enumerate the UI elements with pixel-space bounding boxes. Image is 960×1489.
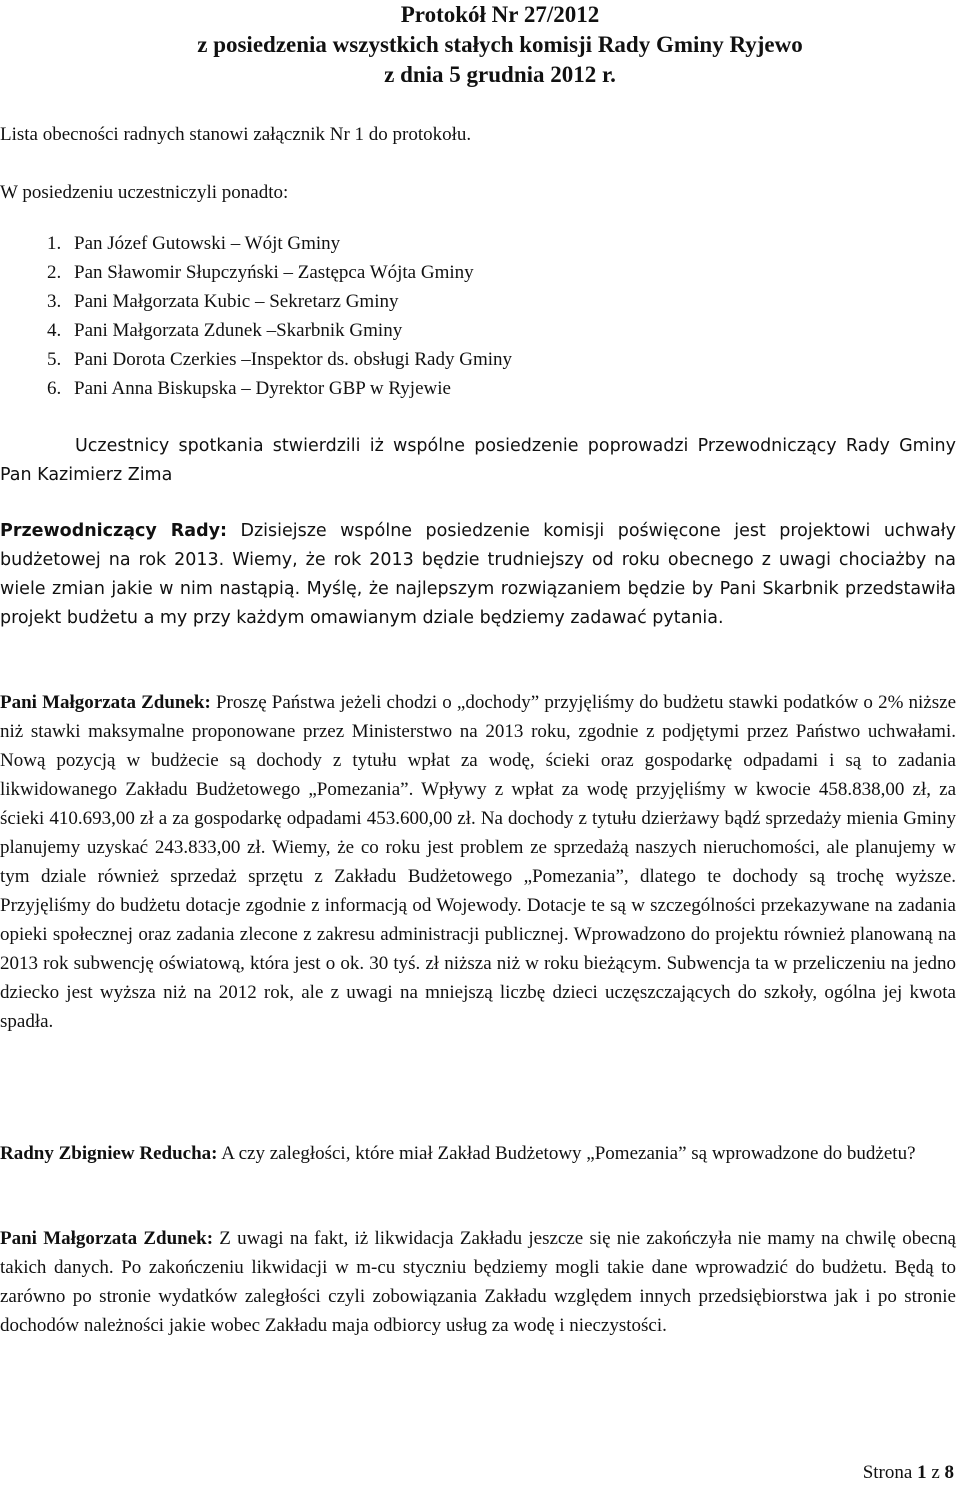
page-separator: z	[931, 1462, 940, 1483]
speech-text: Dzisiejsze wspólne posiedzenie komisji poświęcone jest projektowi uchwały budżetowej na rok 2013.	[0, 521, 956, 570]
speaker-name: Pani Małgorzata Zdunek:	[0, 1228, 214, 1249]
document-title	[0, 0, 960, 90]
list-item: 1. Pan Józef Gutowski – Wójt Gminy	[66, 229, 512, 258]
list-item: 5. Pani Dorota Czerkies –Inspektor ds. obsługi Rady Gminy	[66, 345, 512, 374]
title-line-1: Protokół Nr 27/2012	[400, 2, 600, 27]
speaker-name: Przewodniczący Rady:	[0, 521, 228, 541]
speaker-name: Radny Zbigniew Reducha:	[0, 1143, 218, 1164]
list-item: 3. Pani Małgorzata Kubic – Sekretarz Gminy	[66, 287, 512, 316]
paragraph-chairman-intro: Uczestnicy spotkania stwierdzili iż wspólne posiedzenie poprowadzi Przewodniczący Rady Gminy Pan Kazimierz Zima	[0, 436, 956, 485]
page-number	[863, 1462, 954, 1484]
paragraph-chairman	[0, 517, 956, 633]
paragraph-councillor	[0, 1139, 956, 1168]
participants-label: W posiedzeniu uczestniczyli ponadto:	[0, 182, 289, 203]
speech-text: Z uwagi na fakt, iż likwidacja Zakładu jeszcze się nie zakończyła nie mamy na chwilę obecną takich danych. Po zakończeniu likwidacji w m-cu styczniu będziemy mogli takie dane wprowadzić do budżetu. Będą to zarówno po stronie wydatków zaległości czyli zobowiązania Zakładu względem innych przedsiębiorstwa jak i po stronie dochodów należności jakie wobec Zakładu maja odbiorcy usług za wodę i nieczystości.	[0, 1228, 956, 1336]
paragraph-treasurer-answer	[0, 1224, 956, 1340]
title-line-3: z dnia 5 grudnia 2012 r.	[384, 62, 616, 87]
speech-text-continued: Wiemy, że rok 2013 będzie trudniejszy od roku obecnego z uwagi chociażby na wiele zmian jakie w nim nastąpią. Myślę, że najlepszym rozwiązaniem będzie by Pani Skarbnik przedstawiła projekt budżetu a my przy każdym omawianym dziale będziemy zadawać pytania.	[0, 550, 956, 628]
page-label: Strona	[862, 1462, 913, 1483]
speech-text: Proszę Państwa jeżeli chodzi o „dochody” przyjęliśmy do budżetu stawki podatków o 2% niższe niż stawki maksymalne proponowane przez Ministerstwo na 2013 roku, zgodnie z podjętymi przez Państwo uchwałami. Nową pozycją w budżecie są dochody z tytułu wpłat za wodę, ścieki oraz gospodarkę odpadami i są to zadania likwidowanego Zakładu Budżetowego „Pomezania”. Wpływy z wpłat za wodę przyjęliśmy w kwocie 458.838,00 zł, za ścieki 410.693,00 zł a za gospodarkę odpadami 453.600,00 zł. Na dochody z tytułu dzierżawy bądź sprzedaży mienia Gminy planujemy uzyskać 243.833,00 zł. Wiemy, że co roku jest problem ze sprzedażą naszych nieruchomości, ale planujemy w tym dziale również sprzedaż sprzętu z Zakładu Budżetowego „Pomezania”, dlatego te dochody są trochę wyższe. Przyjęliśmy do budżetu dotacje zgodnie z informacją od Wojewody. Dotacje te są w szczególności przekazywane na zadania opieki społecznej oraz zadania zlecone z zakresu administracji publicznej. Wprowadzono do projektu również planowaną na 2013 rok subwencję oświatową, która jest o ok. 30 tyś. zł niższa niż w roku bieżącym. Subwencja ta w przeliczeniu na jedno dziecko jest wyższa niż na 2012 rok, ale z uwagi na mniejszą liczbę dzieci uczęszczających do szkoły, ogólna jej kwota spadła.	[0, 692, 957, 1032]
speech-text: A czy zaległości, które miał Zakład Budżetowy „Pomezania” są wprowadzone do budżetu?	[217, 1143, 916, 1164]
list-item: 2. Pan Sławomir Słupczyński – Zastępca Wójta Gminy	[66, 258, 512, 287]
page-total: 8	[944, 1462, 954, 1483]
speaker-name: Pani Małgorzata Zdunek:	[0, 692, 211, 713]
list-item: 6. Pani Anna Biskupska – Dyrektor GBP w Ryjewie	[66, 374, 512, 403]
title-line-2: z posiedzenia wszystkich stałych komisji Rady Gminy Ryjewo	[197, 32, 803, 57]
page-current: 1	[917, 1462, 927, 1483]
list-item: 4. Pani Małgorzata Zdunek –Skarbnik Gminy	[66, 316, 512, 345]
attendance-note: Lista obecności radnych stanowi załącznik Nr 1 do protokołu.	[0, 124, 472, 145]
participants-list	[0, 229, 512, 403]
paragraph-treasurer	[0, 688, 956, 1036]
